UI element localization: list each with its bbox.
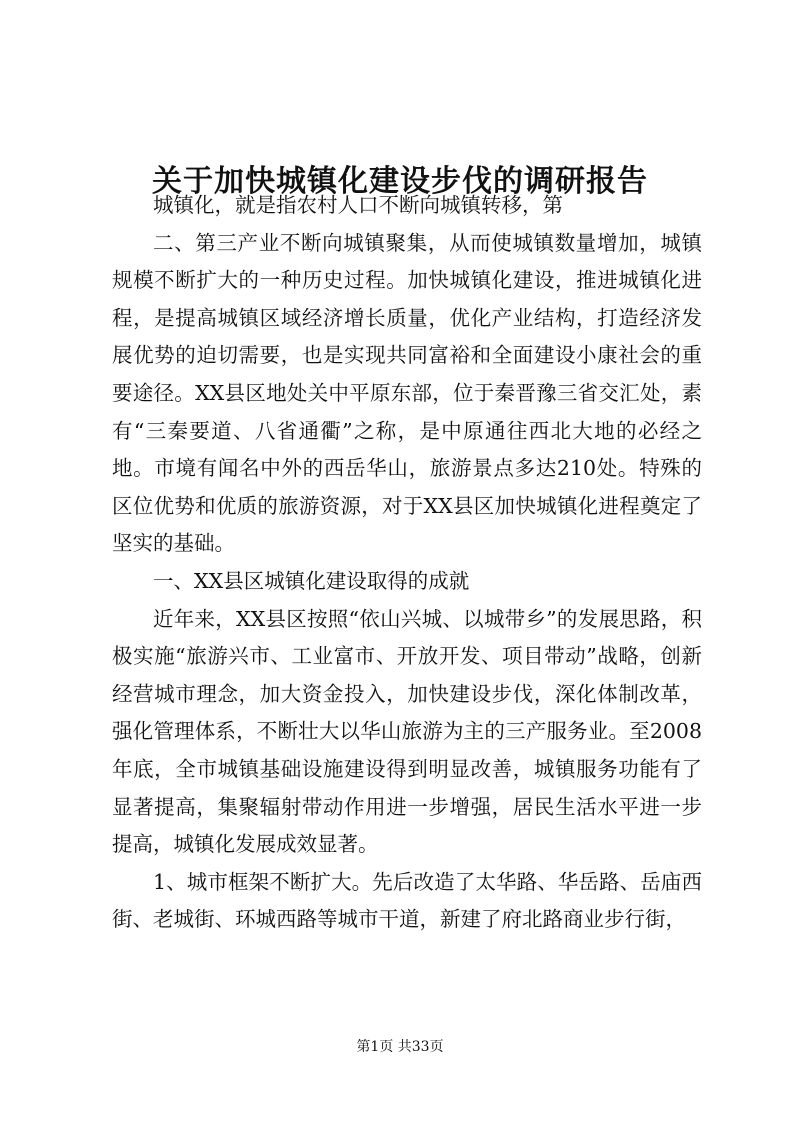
paragraph-city-framework: 1、城市框架不断扩大。先后改造了太华路、华岳路、岳庙西街、老城街、环城西路等城市干道，新建了府北路商业步行街，	[112, 869, 702, 932]
paragraph-background: 二、第三产业不断向城镇聚集，从而使城镇数量增加，城镇规模不断扩大的一种历史过程。加快城镇化建设，推进城镇化进程，是提高城镇区域经济增长质量，优化产业结构，打造经济发展优势的迫切需要，也是实现共同富裕和全面建设小康社会的重要途径。XX县区地处关中平原东部，位于秦晋豫三省交汇处，素有“三秦要道、八省通衢”之称，是中原通往西北大地的必经之地。市境有闻名中外的西岳华山，旅游景点多达210处。特殊的区位优势和优质的旅游资源，对于XX县区加快城镇化进程奠定了坚实的基础。	[112, 230, 702, 556]
document-body	[112, 187, 702, 939]
page-number-footer: 第1页 共33页	[356, 1039, 444, 1055]
paragraph-achievements: 近年来，XX县区按照“依山兴城、以城带乡”的发展思路，积极实施“旅游兴市、工业富市、开放开发、项目带动”战略，创新经营城市理念，加大资金投入，加快建设步伐，深化体制改革，强化管理体系，不断壮大以华山旅游为主的三产服务业。至2008年底，全市城镇基础设施建设得到明显改善，城镇服务功能有了显著提高，集聚辐射带动作用进一步增强，居民生活水平进一步提高，城镇化发展成效显著。	[112, 606, 702, 857]
paragraph-intro: 城镇化，就是指农村人口不断向城镇转移，第	[153, 193, 563, 217]
section-heading-achievements: 一、XX县区城镇化建设取得的成就	[153, 568, 470, 593]
document-title: 关于加快城镇化建设步伐的调研报告	[152, 164, 648, 200]
